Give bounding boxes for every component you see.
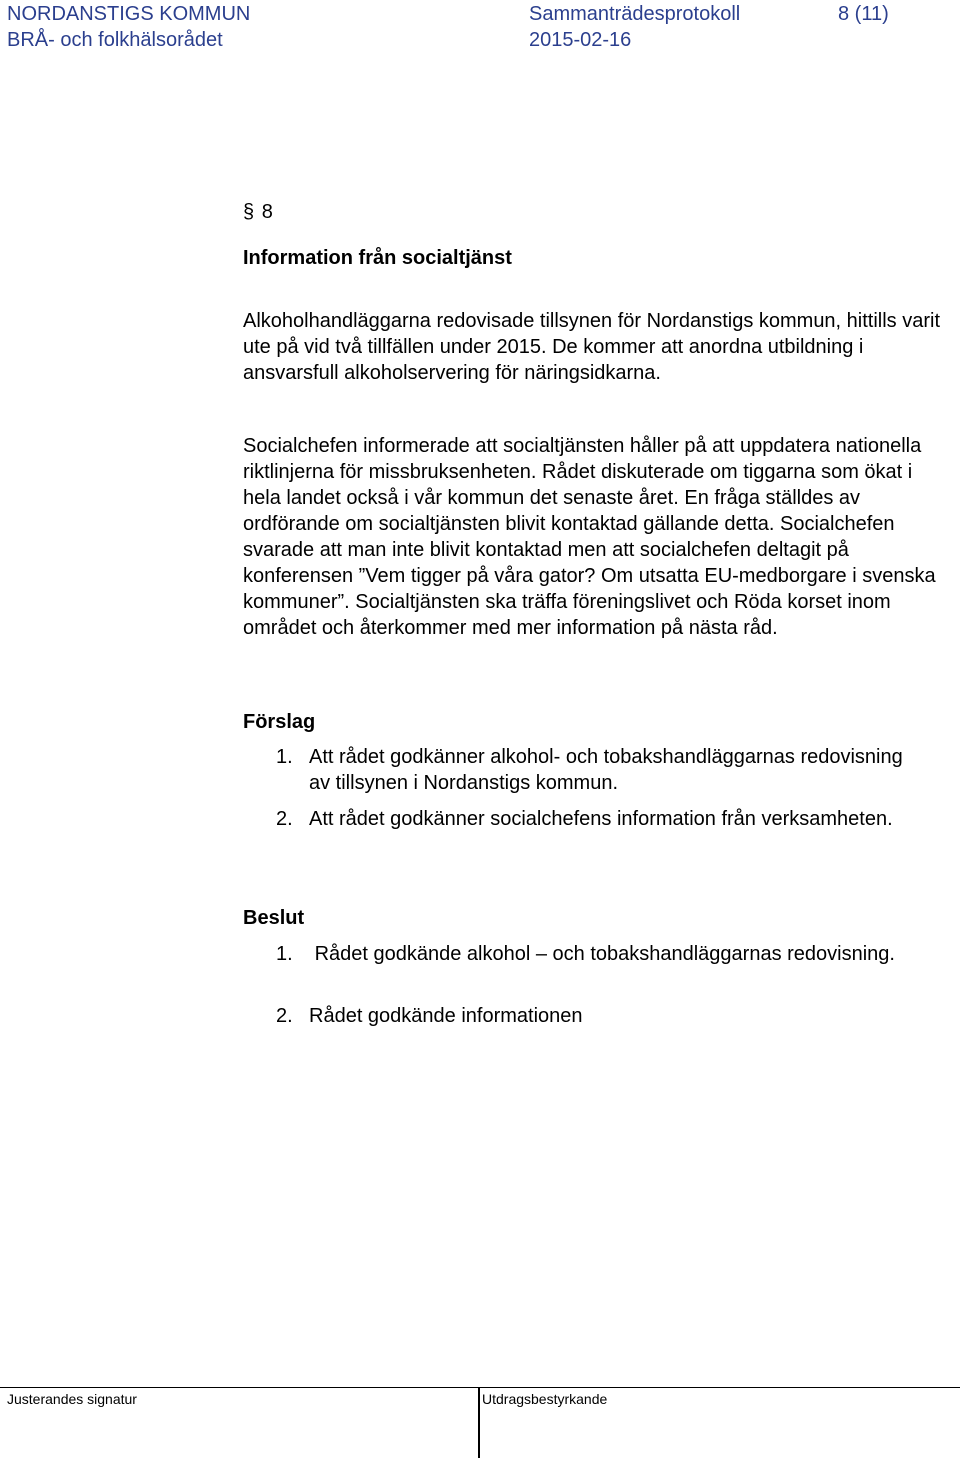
meeting-date: 2015-02-16 (529, 29, 632, 51)
decision-item-number: 1. (276, 943, 293, 965)
section-symbol: § (243, 201, 255, 223)
signature-footer (0, 1387, 960, 1460)
extract-verification-label: Utdragsbestyrkande (482, 1391, 608, 1407)
signature-label: Justerandes signatur (7, 1391, 137, 1407)
decision-item-text: Rådet godkände informationen (309, 1005, 583, 1027)
page-number: 8 (11) (838, 3, 889, 25)
decision-item-number: 2. (276, 1005, 293, 1027)
proposal-item (276, 806, 916, 832)
proposal-item-number: 2. (276, 808, 293, 830)
proposal-item (276, 744, 916, 796)
decision-item (276, 1003, 916, 1029)
organization-name: NORDANSTIGS KOMMUN (7, 3, 251, 25)
section-number-value: 8 (261, 201, 273, 223)
decision-item (276, 941, 916, 967)
section-title: Information från socialtjänst (243, 247, 512, 269)
decision-heading: Beslut (243, 907, 305, 929)
paragraph-alcohol-inspection: Alkoholhandläggarna redovisade tillsynen för Nordanstigs kommun, hittills varit ute på vid två tillfällen under 2015. De kommer att anordna utbildning i ansvarsfull alkoholservering för näringsidkarna. (243, 310, 941, 384)
decision-item-text: Rådet godkände alkohol – och tobakshandläggarnas redovisning. (309, 943, 895, 965)
document-type: Sammanträdesprotokoll (529, 3, 741, 25)
proposal-heading: Förslag (243, 711, 316, 733)
paragraph-social-services: Socialchefen informerade att socialtjänsten håller på att uppdatera nationella riktlinjerna för missbruksenheten. Rådet diskuterade om tiggarna som ökat i hela landet också i vår kommun det senaste året. En fråga ställdes av ordförande om socialtjänsten blivit kontaktad gällande detta. Socialchefen svarade att man inte blivit kontaktad men att socialchefen deltagit på konferensen ”Vem tigger på våra gator? Om utsatta EU-medborgare i svenska kommuner”. Socialtjänsten ska träffa föreningslivet och Röda korset inom området och återkommer med mer information på nästa råd. (243, 435, 936, 639)
section-number (243, 199, 273, 225)
proposal-item-text: Att rådet godkänner socialchefens information från verksamheten. (309, 808, 893, 830)
footer-divider (478, 1388, 480, 1458)
proposal-item-number: 1. (276, 746, 293, 768)
proposal-item-text: Att rådet godkänner alkohol- och tobakshandläggarnas redovisning av tillsynen i Nordanstigs kommun. (309, 746, 903, 794)
board-name: BRÅ- och folkhälsorådet (7, 29, 223, 51)
